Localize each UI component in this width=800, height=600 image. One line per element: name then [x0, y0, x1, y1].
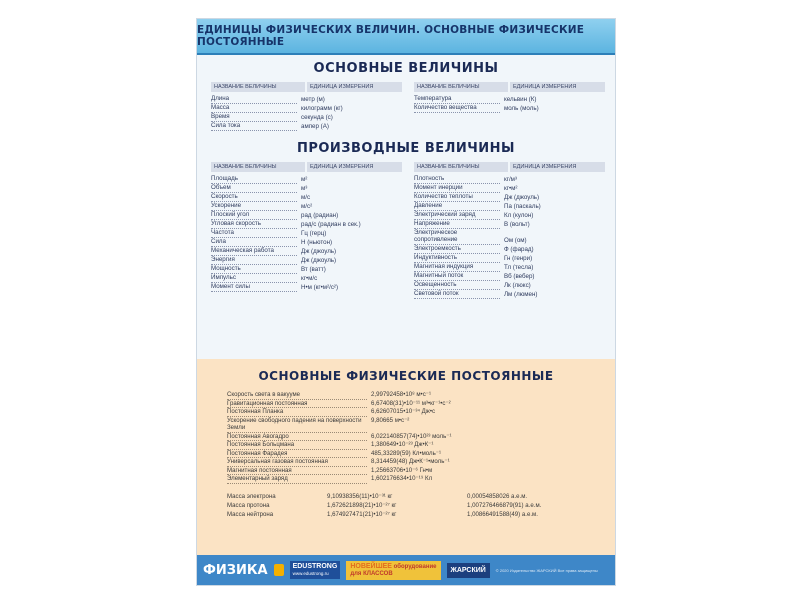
particle-name: Масса нейтрона — [227, 510, 274, 518]
quantity-row — [211, 220, 402, 229]
quantity-name: Сила — [211, 238, 297, 247]
constant-value: 9,80665 м•с⁻² — [371, 416, 410, 424]
quantity-unit: Дж (джоуль) — [301, 248, 337, 255]
quantity-name: Давление — [414, 202, 500, 211]
col-name-header: НАЗВАНИЕ ВЕЛИЧИНЫ — [414, 162, 508, 172]
promo-line2: оборудование — [393, 563, 437, 570]
basic-left-header — [211, 82, 402, 92]
constant-value: 1,602176634•10⁻¹⁹ Кл — [371, 475, 433, 482]
quantity-row — [414, 229, 605, 245]
footer — [197, 555, 615, 585]
constant-name: Постоянная Фарадея — [227, 450, 367, 459]
quantity-unit: м/с — [301, 194, 311, 201]
quantity-row — [414, 220, 605, 229]
quantity-row — [414, 175, 605, 184]
constants-list — [197, 391, 615, 484]
constant-row — [197, 475, 615, 484]
quantity-unit: Дж (джоуль) — [301, 257, 337, 264]
constant-value: 6,67408(31)•10⁻¹¹ м³•кг⁻¹•с⁻² — [371, 399, 451, 407]
quantity-name: Угловая скорость — [211, 220, 297, 229]
quantity-row — [211, 274, 402, 283]
quantity-name: Электрический заряд — [414, 211, 500, 220]
subject-label: ФИЗИКА — [203, 562, 268, 578]
quantity-row — [211, 229, 402, 238]
derived-section-title: ПРОИЗВОДНЫЕ ВЕЛИЧИНЫ — [296, 141, 516, 156]
brand-url: www.edustrong.ru — [292, 571, 329, 576]
quantity-name: Сила тока — [211, 122, 297, 131]
poster-title: ЕДИНИЦЫ ФИЗИЧЕСКИХ ВЕЛИЧИН. ОСНОВНЫЕ ФИЗИЧЕСКИЕ ПОСТОЯННЫЕ — [197, 24, 585, 48]
quantity-row — [211, 202, 402, 211]
constants-section — [197, 359, 615, 555]
col-unit-header: ЕДИНИЦА ИЗМЕРЕНИЯ — [307, 162, 402, 172]
col-unit-header: ЕДИНИЦА ИЗМЕРЕНИЯ — [307, 82, 402, 92]
constant-row — [197, 450, 615, 459]
col-name-header: НАЗВАНИЕ ВЕЛИЧИНЫ — [211, 162, 305, 172]
quantity-unit: м² — [301, 176, 308, 183]
derived-left-column — [211, 162, 402, 299]
promo-badge — [346, 561, 440, 580]
col-unit-header: ЕДИНИЦА ИЗМЕРЕНИЯ — [510, 162, 605, 172]
col-name-header: НАЗВАНИЕ ВЕЛИЧИНЫ — [211, 82, 305, 92]
constant-row — [197, 417, 615, 433]
constant-value: 6,022140857(74)•10²³ моль⁻¹ — [371, 432, 452, 440]
col-unit-header: ЕДИНИЦА ИЗМЕРЕНИЯ — [510, 82, 605, 92]
derived-right-header — [414, 162, 605, 172]
quantity-name: Масса — [211, 104, 297, 113]
constant-name: Универсальная газовая постоянная — [227, 458, 367, 467]
quantity-name: Скорость — [211, 193, 297, 202]
quantity-unit: Тл (тесла) — [504, 264, 534, 271]
quantity-row — [211, 95, 402, 104]
quantity-row — [211, 211, 402, 220]
constant-value: 485,33289(59) Кл•моль⁻¹ — [371, 449, 441, 457]
constant-value: 1,25663706•10⁻⁶ Гн•м — [371, 466, 433, 474]
quantity-row — [414, 272, 605, 281]
brand-name: EDUSTRONG — [292, 563, 338, 570]
quantity-name: Мощность — [211, 265, 297, 274]
quantity-unit: кг/м³ — [504, 176, 517, 183]
quantity-unit: моль (моль) — [504, 105, 539, 112]
quantity-row — [211, 238, 402, 247]
quantity-name: Момент силы — [211, 283, 297, 292]
constant-name: Гравитационная постоянная — [227, 400, 367, 409]
quantity-row — [211, 113, 402, 122]
quantity-name: Площадь — [211, 175, 297, 184]
quantity-unit: метр (м) — [301, 96, 325, 103]
quantity-unit: Вт (ватт) — [301, 266, 326, 273]
constant-name: Постоянная Авогадро — [227, 433, 367, 442]
quantity-name: Ускорение — [211, 202, 297, 211]
quantity-unit: В (вольт) — [504, 221, 530, 228]
quantity-row — [414, 281, 605, 290]
quantity-name: Частота — [211, 229, 297, 238]
quantity-unit: ампер (А) — [301, 123, 329, 130]
quantity-unit: рад (радиан) — [301, 212, 339, 219]
quantity-unit: Ом (ом) — [504, 237, 527, 244]
particle-row — [197, 510, 615, 519]
particle-mass-kg: 9,10938356(11)•10⁻³¹ кг — [327, 492, 393, 500]
constant-value: 8,314459(48) Дж•К⁻¹•моль⁻¹ — [371, 458, 450, 465]
quantity-name: Время — [211, 113, 297, 122]
fine-print: © 2020 Издательство ЖАРСКИЙ Все права защищены — [495, 567, 598, 573]
quantity-row — [414, 202, 605, 211]
quantity-name: Плоский угол — [211, 211, 297, 220]
quantity-unit: кг•м² — [504, 185, 518, 192]
basic-quantities — [197, 82, 615, 131]
quantity-unit: кельвин (К) — [504, 96, 537, 103]
quantity-name: Механическая работа — [211, 247, 297, 256]
constant-row — [197, 441, 615, 450]
quantity-unit: Лм (люмен) — [504, 291, 538, 298]
quantity-name: Количество теплоты — [414, 193, 500, 202]
quantity-unit: Гн (генри) — [504, 255, 533, 262]
particle-mass-amu: 0,00054858026 а.е.м. — [467, 492, 528, 500]
quantity-unit: Гц (герц) — [301, 230, 327, 237]
basic-right-column — [414, 82, 605, 131]
quantity-unit: Па (паскаль) — [504, 203, 541, 210]
particle-row — [197, 492, 615, 501]
edustrong-logo-icon — [274, 564, 284, 576]
quantity-row — [211, 247, 402, 256]
quantity-name: Энергия — [211, 256, 297, 265]
quantity-name: Импульс — [211, 274, 297, 283]
derived-left-header — [211, 162, 402, 172]
quantity-row — [211, 256, 402, 265]
derived-right-column — [414, 162, 605, 299]
quantity-row — [211, 265, 402, 274]
constant-value: 1,380649•10⁻²³ Дж•К⁻¹ — [371, 441, 434, 448]
constant-name: Постоянная Планка — [227, 408, 367, 417]
title-banner — [197, 19, 615, 55]
quantity-name: Световой поток — [414, 290, 500, 299]
particle-mass-kg: 1,672621898(21)•10⁻²⁷ кг — [327, 501, 397, 509]
quantity-row — [414, 254, 605, 263]
particle-masses — [197, 492, 615, 519]
quantity-unit: м³ — [301, 185, 308, 192]
basic-section-title: ОСНОВНЫЕ ВЕЛИЧИНЫ — [313, 61, 499, 76]
constant-row — [197, 391, 615, 400]
quantity-unit: Дж (джоуль) — [504, 194, 540, 201]
quantity-name: Магнитный поток — [414, 272, 500, 281]
quantity-unit: рад/с (радиан в сек.) — [301, 221, 361, 228]
quantity-unit: Кл (кулон) — [504, 212, 534, 219]
constant-row — [197, 458, 615, 467]
constants-section-title: ОСНОВНЫЕ ФИЗИЧЕСКИЕ ПОСТОЯННЫЕ — [258, 369, 554, 383]
quantity-row — [211, 283, 402, 292]
quantity-name: Освещенность — [414, 281, 500, 290]
quantity-row — [414, 211, 605, 220]
constant-name: Скорость света в вакууме — [227, 391, 367, 400]
basic-left-column — [211, 82, 402, 131]
constant-name: Элементарный заряд — [227, 475, 367, 484]
quantity-name: Магнитная индукция — [414, 263, 500, 272]
quantity-row — [414, 104, 605, 113]
constant-row — [197, 433, 615, 442]
constant-name: Постоянная Больцмана — [227, 441, 367, 450]
quantity-name: Длина — [211, 95, 297, 104]
quantity-name: Объем — [211, 184, 297, 193]
quantity-name: Напряжение — [414, 220, 500, 229]
quantity-row — [414, 263, 605, 272]
quantity-row — [414, 245, 605, 254]
constant-row — [197, 400, 615, 409]
quantity-name: Момент инерции — [414, 184, 500, 193]
quantity-row — [211, 184, 402, 193]
quantity-row — [211, 122, 402, 131]
constant-row — [197, 408, 615, 417]
quantity-unit: кг•м/с — [301, 275, 318, 282]
particle-mass-amu: 1,00866491588(49) а.е.м. — [467, 510, 538, 518]
particle-row — [197, 501, 615, 510]
quantity-name: Плотность — [414, 175, 500, 184]
constant-name: Ускорение свободного падения на поверхности Земли — [227, 417, 367, 433]
quantity-unit: м/с² — [301, 203, 313, 210]
quantity-unit: секунда (с) — [301, 114, 333, 121]
edustrong-brand[interactable] — [290, 561, 341, 579]
quantity-unit: Лк (люкс) — [504, 282, 531, 289]
quantity-name: Электрическое сопротивление — [414, 229, 500, 245]
quantity-row — [414, 184, 605, 193]
quantity-name: Электроемкость — [414, 245, 500, 254]
constant-value: 6,62607015•10⁻³⁴ Дж•с — [371, 408, 436, 415]
quantity-row — [211, 175, 402, 184]
constant-row — [197, 467, 615, 476]
particle-name: Масса электрона — [227, 492, 276, 500]
quantity-name: Индуктивность — [414, 254, 500, 263]
particle-mass-kg: 1,674927471(21)•10⁻²⁷ кг — [327, 510, 397, 518]
quantity-row — [414, 95, 605, 104]
particle-name: Масса протона — [227, 501, 270, 509]
derived-quantities — [197, 162, 615, 299]
quantity-row — [414, 193, 605, 202]
promo-line1: НОВЕЙШЕЕ — [350, 562, 392, 570]
quantity-unit: Ф (фарад) — [504, 246, 534, 253]
promo-line3: для КЛАССОВ — [350, 570, 393, 577]
basic-right-header — [414, 82, 605, 92]
particle-mass-amu: 1,007276466879(91) а.е.м. — [467, 501, 542, 509]
quantity-unit: Н (ньютон) — [301, 239, 333, 246]
quantity-name: Температура — [414, 95, 500, 104]
quantity-unit: Н•м (кг•м²/с²) — [301, 284, 339, 291]
distributor-logo: ЖАРСКИЙ — [447, 563, 490, 578]
quantity-row — [211, 193, 402, 202]
quantity-unit: килограмм (кг) — [301, 105, 343, 112]
constant-value: 2,99792458•10⁸ м•с⁻¹ — [371, 391, 431, 398]
poster — [196, 18, 616, 586]
quantity-row — [414, 290, 605, 299]
quantity-row — [211, 104, 402, 113]
quantity-name: Количество вещества — [414, 104, 500, 113]
col-name-header: НАЗВАНИЕ ВЕЛИЧИНЫ — [414, 82, 508, 92]
constant-name: Магнитная постоянная — [227, 467, 367, 476]
quantity-unit: Вб (вебер) — [504, 273, 535, 280]
